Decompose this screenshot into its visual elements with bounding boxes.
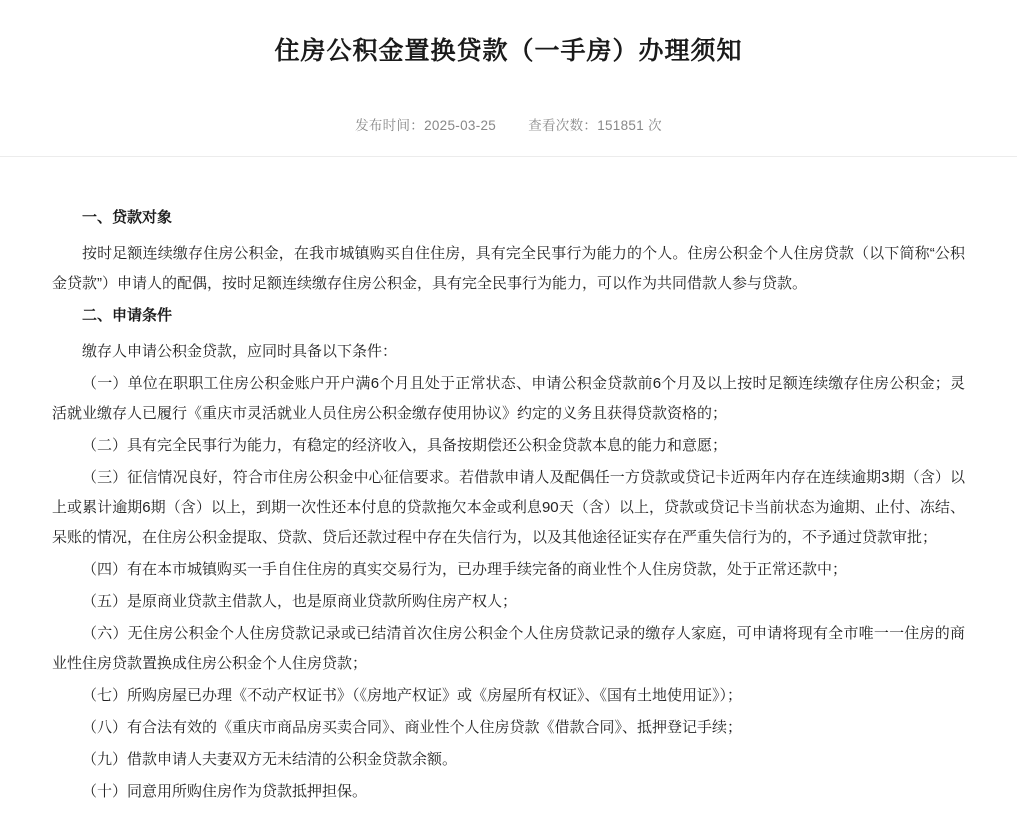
- paragraph: 按时足额连续缴存住房公积金，在我市城镇购买自住住房，具有完全民事行为能力的个人。住房公积金个人住房贷款（以下简称“公积金贷款”）申请人的配偶，按时足额连续缴存住房公积金，具有完全民事行为能力，可以作为共同借款人参与贷款。: [52, 244, 965, 292]
- paragraph: （五）是原商业贷款主借款人，也是原商业贷款所购住房产权人；: [82, 592, 518, 610]
- paragraph: （一）单位在职职工住房公积金账户开户满6个月且处于正常状态、申请公积金贷款前6个月及以上按时足额连续缴存住房公积金；灵活就业缴存人已履行《重庆市灵活就业人员住房公积金缴存使用协议》约定的义务且获得贷款资格的；: [52, 374, 965, 422]
- paragraph: （六）无住房公积金个人住房贷款记录或已结清首次住房公积金个人住房贷款记录的缴存人家庭，可申请将现有全市唯一一住房的商业性住房贷款置换成住房公积金个人住房贷款；: [52, 624, 965, 672]
- paragraph: （三）征信情况良好，符合市住房公积金中心征信要求。若借款申请人及配偶任一方贷款或贷记卡近两年内存在连续逾期3期（含）以上或累计逾期6期（含）以上，到期一次性还本付息的贷款拖欠本金或利息90天（含）以上，贷款或贷记卡当前状态为逾期、止付、冻结、呆账的情况，在住房公积金提取、贷款、贷后还款过程中存在失信行为，以及其他途径证实存在严重失信行为的，不予通过贷款审批；: [52, 468, 965, 546]
- view-count-unit: 次: [648, 117, 662, 133]
- page-title: 住房公积金置换贷款（一手房）办理须知: [274, 36, 743, 65]
- view-count-value: 151851: [597, 117, 645, 133]
- document-meta: [0, 88, 1017, 156]
- document-page: [0, 17, 1017, 831]
- view-count: [528, 114, 662, 134]
- paragraph: （四）有在本市城镇购买一手自住住房的真实交易行为，已办理手续完备的商业性个人住房贷款，处于正常还款中；: [82, 560, 848, 578]
- view-count-label: 查看次数：: [528, 117, 598, 133]
- paragraph: （十）同意用所购住房作为贷款抵押担保。: [82, 782, 368, 800]
- paragraph: （二）具有完全民事行为能力，有稳定的经济收入，具备按期偿还公积金贷款本息的能力和意愿；: [82, 436, 728, 454]
- section-heading-loan-target: 一、贷款对象: [82, 208, 173, 226]
- paragraph: 缴存人申请公积金贷款，应同时具备以下条件：: [82, 342, 398, 360]
- paragraph: （七）所购房屋已办理《不动产权证书》（《房地产权证》或《房屋所有权证》、《国有土地使用证》）；: [82, 686, 743, 704]
- publish-time-value: 2025-03-25: [424, 117, 497, 133]
- document-body: [0, 157, 1017, 831]
- paragraph: （九）借款申请人夫妻双方无未结清的公积金贷款余额。: [82, 750, 458, 768]
- section-heading-application-conditions: 二、申请条件: [82, 306, 173, 324]
- paragraph: （八）有合法有效的《重庆市商品房买卖合同》、商业性个人住房贷款《借款合同》、抵押登记手续；: [82, 718, 743, 736]
- publish-time: [355, 114, 496, 134]
- publish-time-label: 发布时间：: [355, 117, 425, 133]
